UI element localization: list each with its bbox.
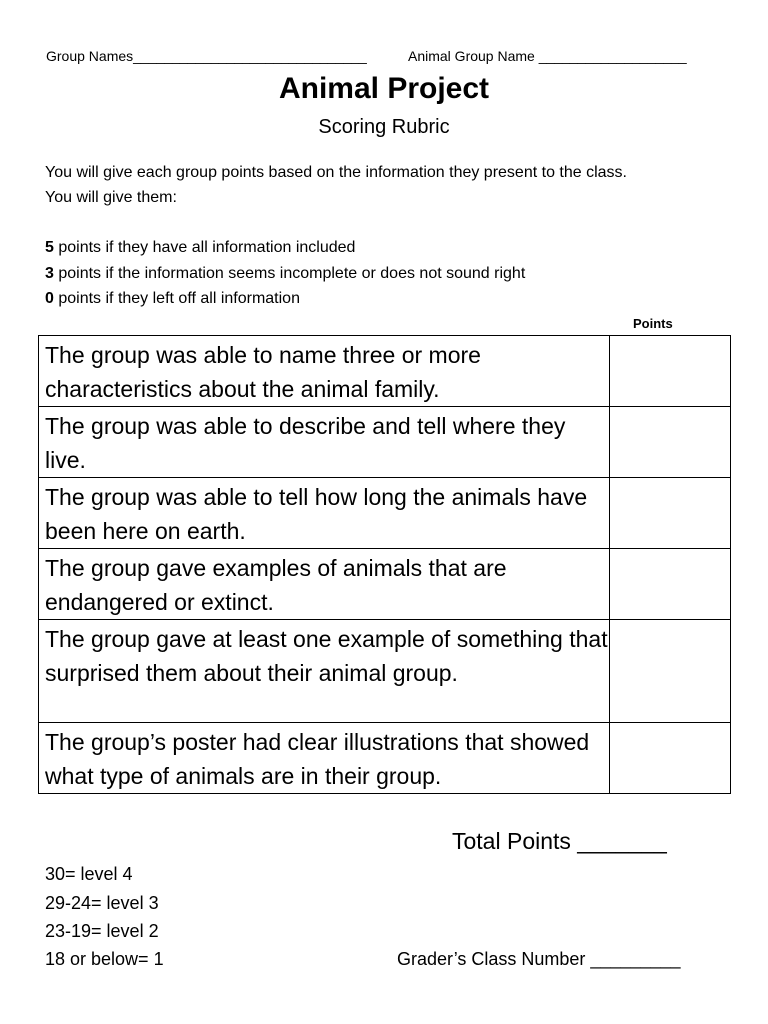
scoring-text: points if the information seems incomplete or does not sound right xyxy=(53,265,526,282)
scoring-line-0 xyxy=(45,290,300,308)
level-item: 29-24= level 3 xyxy=(45,893,159,913)
criterion-cell: The group was able to describe and tell where they live. xyxy=(39,407,610,478)
intro-line-2: You will give them: xyxy=(45,189,177,206)
table-row xyxy=(39,336,731,407)
scoring-line-3 xyxy=(45,265,525,283)
table-row xyxy=(39,478,731,549)
table-row xyxy=(39,407,731,478)
level-item: 30= level 4 xyxy=(45,864,133,884)
rubric-table xyxy=(38,335,731,794)
points-column-header: Points xyxy=(633,316,673,331)
animal-group-name-field: Animal Group Name ___________________ xyxy=(408,48,687,64)
scoring-text: points if they have all information included xyxy=(53,239,356,256)
scoring-number: 0 xyxy=(45,290,54,307)
page-subtitle: Scoring Rubric xyxy=(318,116,450,138)
intro-line-1: You will give each group points based on the information they present to the class. xyxy=(45,164,627,181)
level-item: 23-19= level 2 xyxy=(45,921,159,941)
points-cell[interactable] xyxy=(610,407,731,478)
table-row xyxy=(39,620,731,723)
group-names-field: Group Names______________________________ xyxy=(46,48,367,64)
scoring-number: 3 xyxy=(45,265,54,282)
points-cell[interactable] xyxy=(610,620,731,723)
scoring-text: points if they left off all information xyxy=(53,290,300,307)
page-title: Animal Project xyxy=(278,72,490,105)
scoring-number: 5 xyxy=(45,239,54,256)
level-item: 18 or below= 1 xyxy=(45,949,164,969)
table-row xyxy=(39,723,731,794)
points-cell[interactable] xyxy=(610,549,731,620)
grader-class-number-field: Grader’s Class Number _________ xyxy=(397,949,681,969)
points-cell[interactable] xyxy=(610,478,731,549)
points-cell[interactable] xyxy=(610,723,731,794)
criterion-cell: The group was able to name three or more characteristics about the animal family. xyxy=(39,336,610,407)
table-row xyxy=(39,549,731,620)
criterion-cell: The group gave examples of animals that are endangered or extinct. xyxy=(39,549,610,620)
scoring-line-5 xyxy=(45,239,355,257)
criterion-cell: The group gave at least one example of something that surprised them about their animal group. xyxy=(39,620,610,723)
criterion-cell: The group’s poster had clear illustrations that showed what type of animals are in their group. xyxy=(39,723,610,794)
points-cell[interactable] xyxy=(610,336,731,407)
total-points-field: Total Points _______ xyxy=(452,828,667,854)
criterion-cell: The group was able to tell how long the animals have been here on earth. xyxy=(39,478,610,549)
